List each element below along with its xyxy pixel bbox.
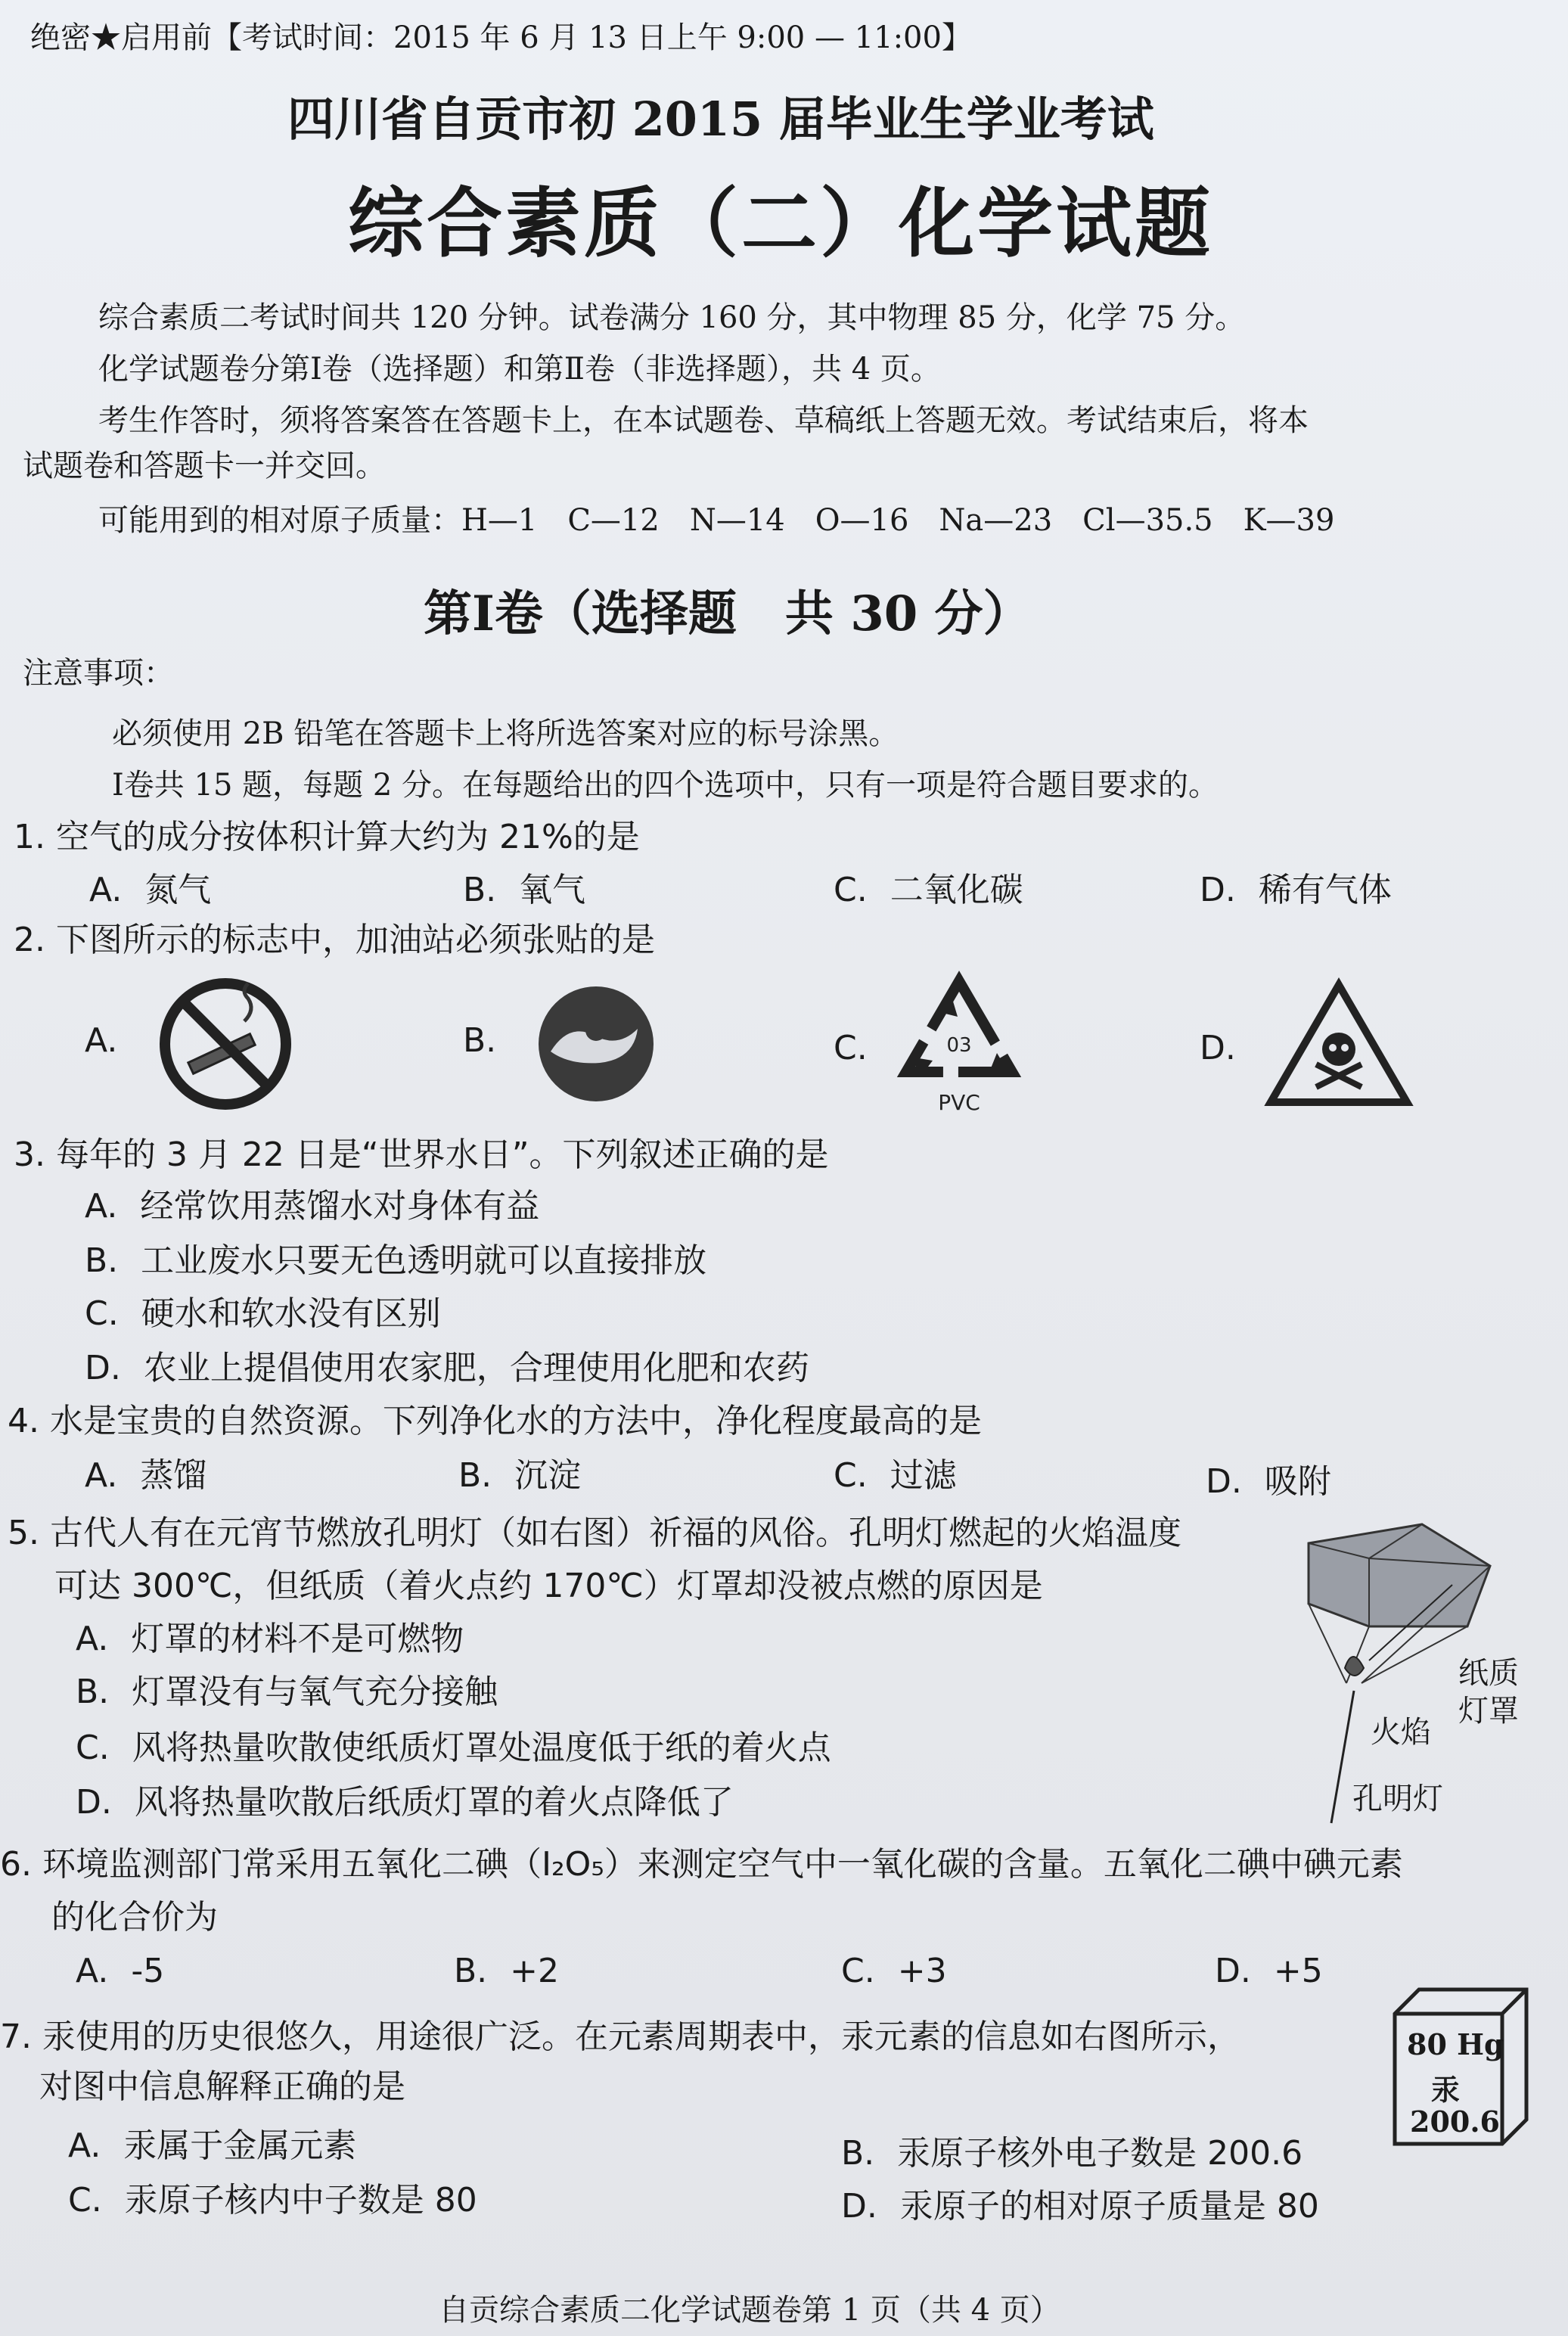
question-5-option-a: A. 灯罩的材料不是可燃物 [76, 1620, 464, 1658]
element-mass: 200.6 [1410, 2105, 1500, 2139]
lantern-label-flame: 火焰 [1371, 1715, 1431, 1750]
question-6-option-a: A. -5 [76, 1952, 165, 1990]
lantern-flame [1345, 1657, 1364, 1676]
question-2-stem: 2. 下图所示的标志中，加油站必须张贴的是 [14, 921, 655, 959]
question-5-stem: 5. 古代人有在元宵节燃放孔明灯（如右图）祈福的风俗。孔明灯燃起的火焰温度 [8, 1514, 1181, 1552]
question-5-option-c: C. 风将热量吹散使纸质灯罩处温度低于纸的着火点 [76, 1729, 831, 1767]
question-4-option-c: C. 过滤 [834, 1456, 957, 1495]
intro-line-4: 试题卷和答题卡一并交回。 [23, 449, 386, 483]
question-6-option-c: C. +3 [841, 1952, 947, 1990]
question-6-stem-2: 的化合价为 [51, 1898, 218, 1937]
intro-line-2: 化学试题卷分第Ⅰ卷（选择题）和第Ⅱ卷（非选择题），共 4 页。 [98, 352, 941, 387]
question-6-stem: 6. 环境监测部门常采用五氧化二碘（I₂O₅）来测定空气中一氧化碳的含量。五氧化二碘中碘元素 [0, 1845, 1403, 1884]
question-1-option-a: A. 氮气 [89, 871, 212, 909]
question-1-option-b: B. 氧气 [463, 871, 586, 909]
toxic-sign-icon [1263, 977, 1414, 1114]
question-7-option-c: C. 汞原子核内中子数是 80 [68, 2181, 477, 2220]
lantern-label-shade: 灯罩 [1458, 1694, 1519, 1729]
question-1-option-c: C. 二氧化碳 [834, 871, 1023, 909]
subject-title: 综合素质（二）化学试题 [348, 179, 1213, 268]
section-title: 第Ⅰ卷（选择题 共 30 分） [424, 586, 1032, 642]
notice-line-2: Ⅰ卷共 15 题，每题 2 分。在每题给出的四个选项中，只有一项是符合题目要求的。 [112, 768, 1219, 803]
mercury-element-card [1389, 1983, 1532, 2150]
question-4-option-d: D. 吸附 [1206, 1462, 1331, 1501]
recycle-label: PVC [938, 1090, 980, 1115]
question-7-option-a: A. 汞属于金属元素 [68, 2126, 357, 2165]
recycle-pvc-sign-icon [891, 970, 1027, 1121]
element-name: 汞 [1431, 2073, 1461, 2107]
exam-title: 四川省自贡市初 2015 届毕业生学业考试 [287, 92, 1154, 147]
question-1-stem: 1. 空气的成分按体积计算大约为 21%的是 [14, 818, 640, 856]
question-2-option-a: A. [85, 1021, 118, 1060]
notice-label: 注意事项： [23, 656, 174, 691]
lantern-label-paper: 纸质 [1458, 1656, 1519, 1691]
water-saving-sign-icon [536, 983, 657, 1104]
question-7-option-b: B. 汞原子核外电子数是 200.6 [841, 2134, 1303, 2173]
question-3-option-a: A. 经常饮用蒸馏水对身体有益 [85, 1187, 540, 1225]
question-5-stem-2: 可达 300℃，但纸质（着火点约 170℃）灯罩却没被点燃的原因是 [54, 1567, 1043, 1605]
question-3-option-c: C. 硬水和软水没有区别 [85, 1294, 441, 1333]
question-2-option-c: C. [834, 1029, 868, 1067]
question-6-option-d: D. +5 [1215, 1952, 1323, 1990]
intro-line-1: 综合素质二考试时间共 120 分钟。试卷满分 160 分，其中物理 85 分，化学 75 分。 [98, 300, 1246, 335]
recycle-code: 03 [946, 1034, 972, 1057]
question-7-stem-2: 对图中信息解释正确的是 [39, 2067, 405, 2106]
question-2-option-d: D. [1200, 1029, 1236, 1067]
question-5-option-d: D. 风将热量吹散后纸质灯罩的着火点降低了 [76, 1783, 734, 1822]
question-4-option-a: A. 蒸馏 [85, 1456, 207, 1495]
secret-line: 绝密★启用前【考试时间：2015 年 6 月 13 日上午 9:00 — 11:00】 [30, 20, 972, 55]
question-7-option-d: D. 汞原子的相对原子质量是 80 [841, 2187, 1319, 2226]
notice-line-1: 必须使用 2B 铅笔在答题卡上将所选答案对应的标号涂黑。 [112, 716, 899, 751]
question-4-option-b: B. 沉淀 [458, 1456, 582, 1495]
question-3-stem: 3. 每年的 3 月 22 日是“世界水日”。下列叙述正确的是 [14, 1135, 829, 1174]
question-3-option-d: D. 农业上提倡使用农家肥，合理使用化肥和农药 [85, 1349, 809, 1387]
no-smoking-sign-icon [157, 976, 293, 1112]
question-7-stem: 7. 汞使用的历史很悠久，用途很广泛。在元素周期表中，汞元素的信息如右图所示， [0, 2018, 1240, 2056]
question-4-stem: 4. 水是宝贵的自然资源。下列净化水的方法中，净化程度最高的是 [8, 1402, 982, 1440]
page-footer: 自贡综合素质二化学试题卷第 1 页（共 4 页） [439, 2293, 1060, 2328]
question-3-option-b: B. 工业废水只要无色透明就可以直接排放 [85, 1241, 707, 1280]
element-number-symbol: 80 Hg [1407, 2027, 1504, 2061]
intro-line-3: 考生作答时，须将答案答在答题卡上，在本试题卷、草稿纸上答题无效。考试结束后，将本 [98, 403, 1309, 438]
question-5-option-b: B. 灯罩没有与氧气充分接触 [76, 1673, 498, 1711]
atomic-mass-line: 可能用到的相对原子质量：H—1 C—12 N—14 O—16 Na—23 Cl—35.5 K—39 [98, 503, 1335, 538]
question-6-option-b: B. +2 [454, 1952, 560, 1990]
question-2-option-b: B. [463, 1021, 497, 1060]
question-1-option-d: D. 稀有气体 [1200, 871, 1392, 909]
lantern-label-lamp: 孔明灯 [1352, 1782, 1443, 1816]
